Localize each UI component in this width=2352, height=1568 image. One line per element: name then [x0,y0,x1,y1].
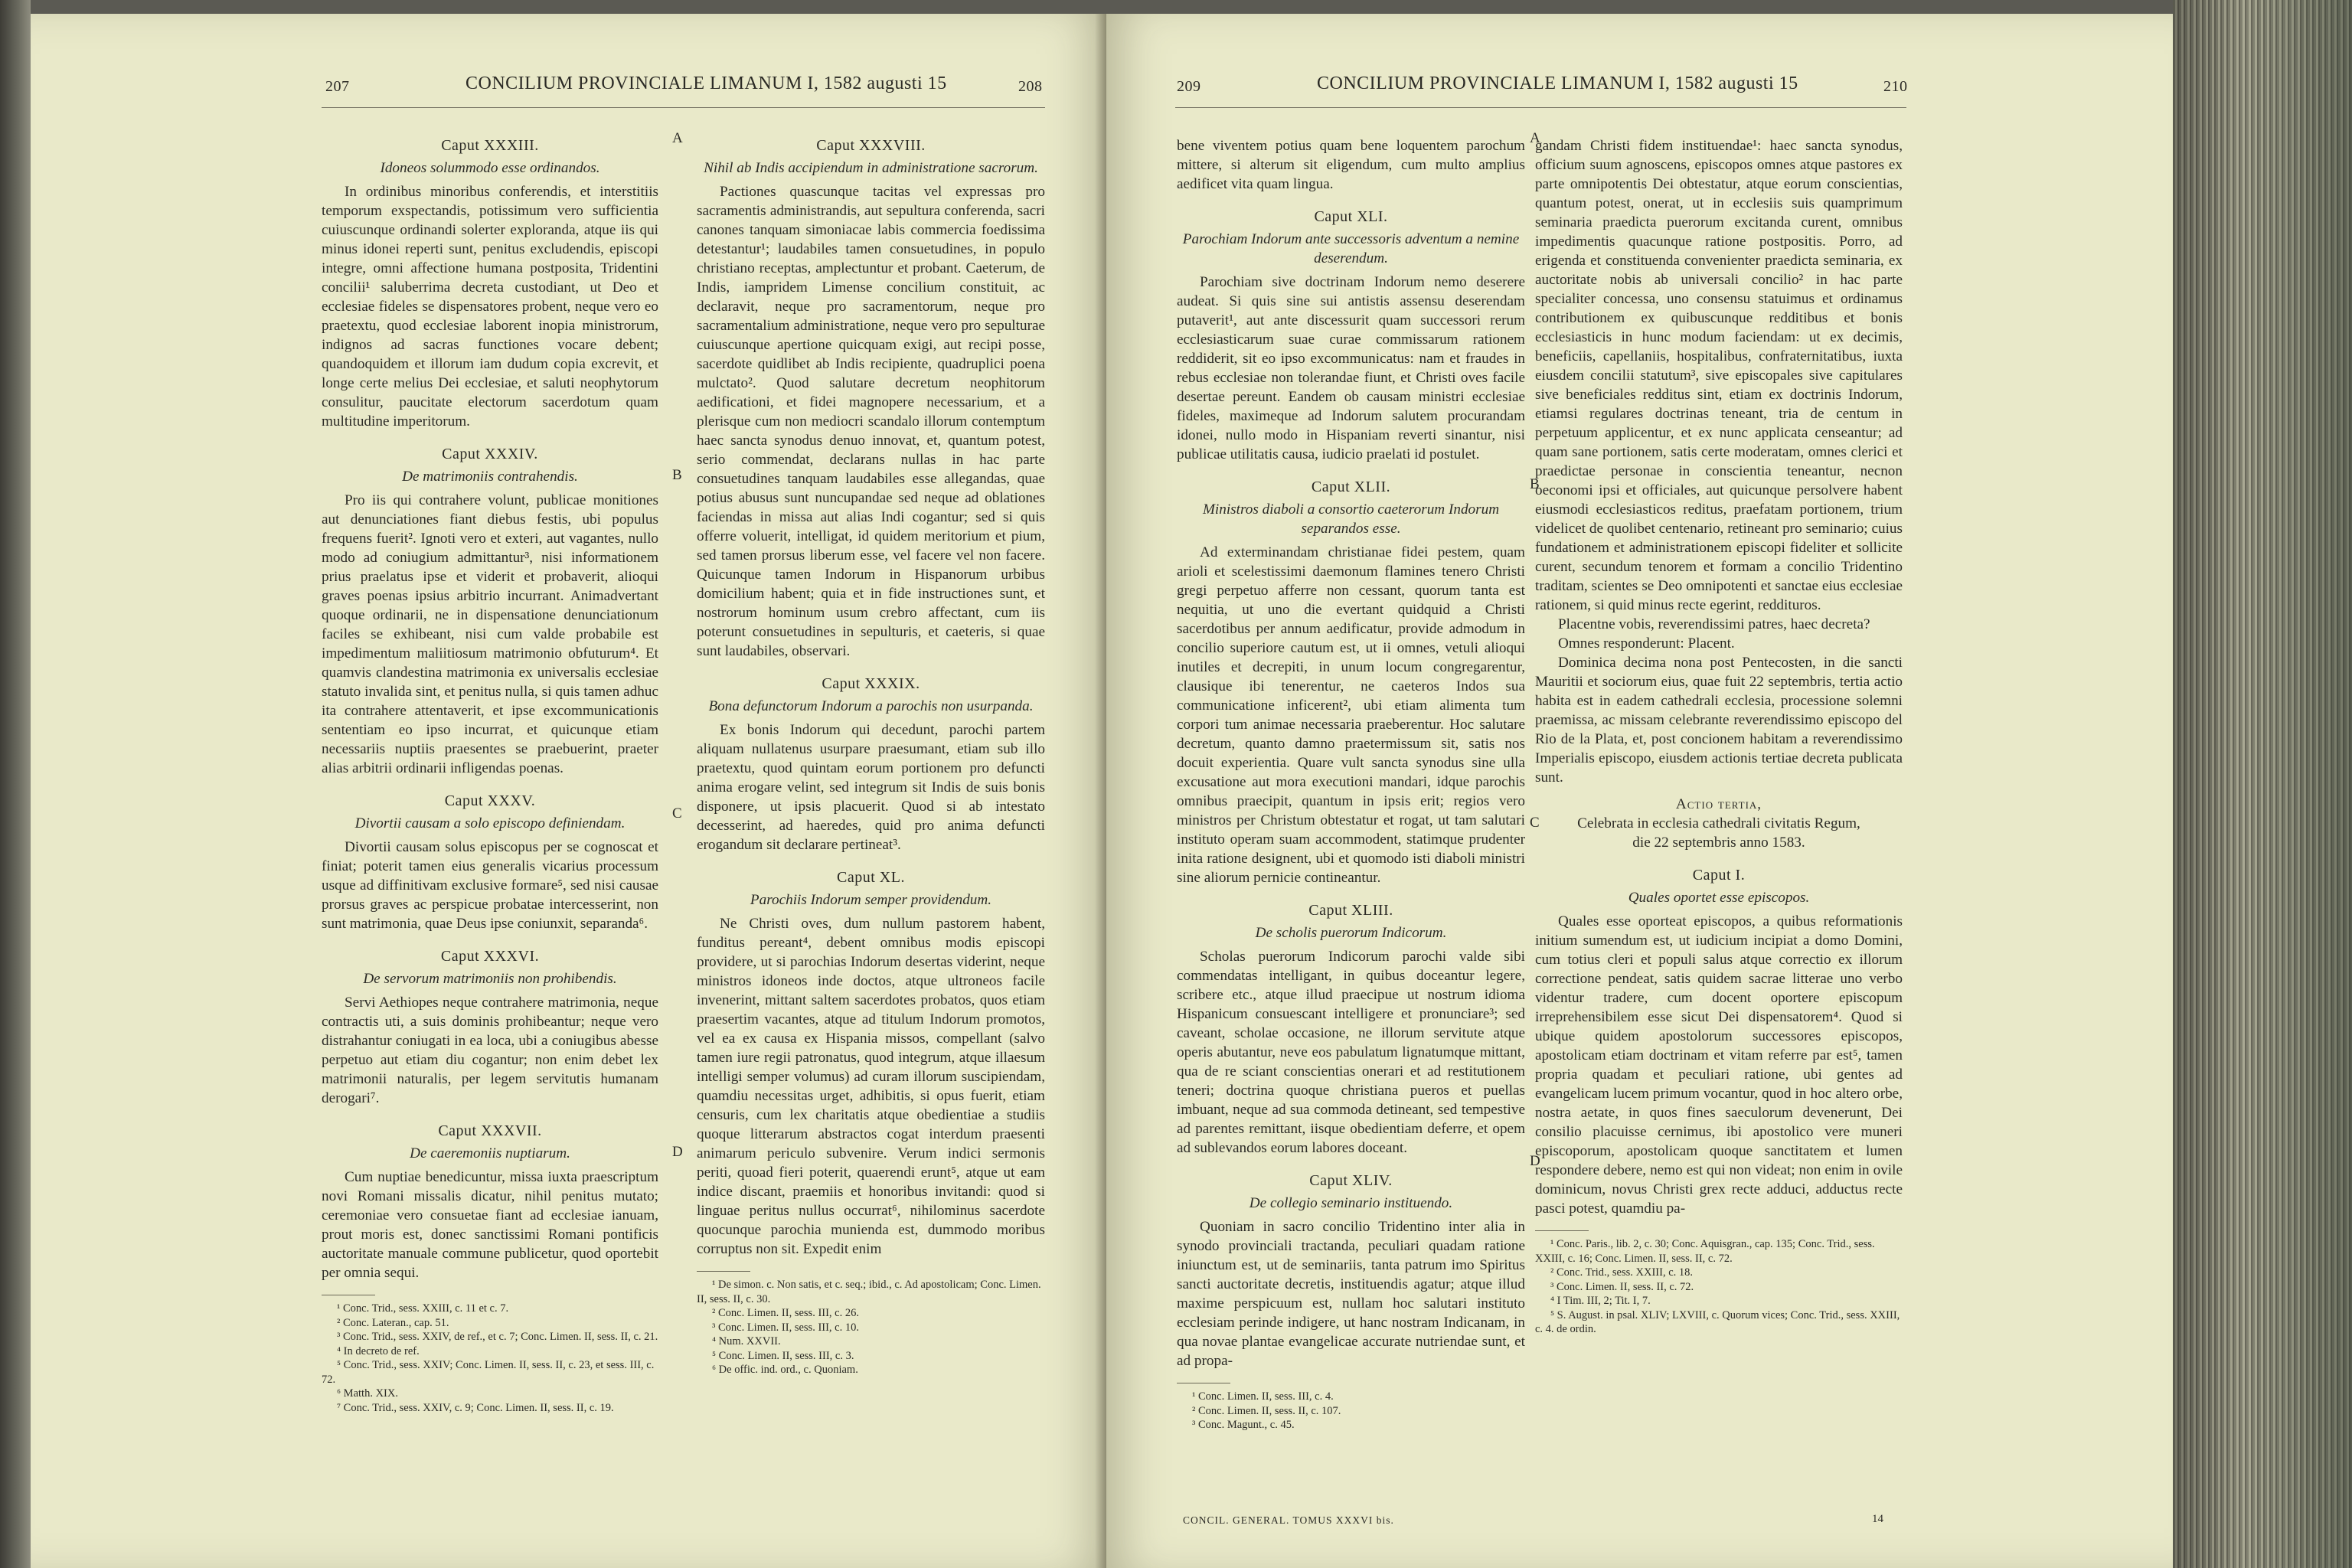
footnote: ³ Conc. Limen. II, sess. II, c. 72. [1550,1280,1694,1293]
margin-mark-c: C [1530,815,1540,831]
margin-mark-b: B [672,467,682,483]
footnote: ⁵ Conc. Trid., sess. XXIV; Conc. Limen. II, sess. II, c. 23, et sess. III, c. 72. [322,1359,655,1386]
chapter-heading: Caput XLI. [1314,208,1388,225]
answer-text: Omnes responderunt: Placent. [1558,635,1735,652]
chapter-subtitle: De matrimoniis contrahendis. [402,469,578,485]
margin-mark-a: A [1530,130,1540,146]
left-page-column-2 [697,136,1045,1514]
chapter-subtitle: Nihil ab Indis accipiendum in administratione sacrorum. [704,160,1038,176]
right-page [1106,14,2173,1568]
narrative-text: Dominica decima nona post Pentecosten, in die sancti Mauritii et sociorum eius, quae fuit 22 septembris, tertia actio habita est in eadem cathedrali ecclesia, processione solemni praemissa, ac missam celebrante reverendissimo episcopo del Rio de la Plata, et, post concionem habitam a reverendissimo Imperialis episcopo, eiusdem actionis tertiae decreta publicata sunt. [1535,655,1903,786]
session-heading: Actio tertia, [1675,796,1762,812]
chapter-text: Servi Aethiopes neque contrahere matrimonia, neque contractis uti, a suis dominis prohibeantur; neque vero distrahantur coniugati in ea loca, ubi a coniugibus abesse perpetuo aut etiam diu cogantur; non enim debet lex matrimonii naturalis, per legem servitutis humanam derogari⁷. [322,995,658,1106]
footnotes [697,1278,1045,1377]
footnote: ³ Conc. Trid., sess. XXIV, de ref., et c. 7; Conc. Limen. II, sess. II, c. 21. [337,1331,658,1343]
chapter-heading: Caput XLIV. [1309,1172,1393,1189]
footnote: ⁶ De offic. ind. ord., c. Quoniam. [712,1364,858,1376]
book-page-edges [2173,0,2352,1568]
chapter-text: Cum nuptiae benedicuntur, missa iuxta praescriptum novi Romani missalis dicatur, nihil penitus mutato; ceremoniae vero consuetae fiant ad ecclesiae ianuam, prout moris est, donec sanctissimi Romani pontificis auctoritate manuale commune publicetur, quod oportebit per omnia sequi. [322,1169,658,1281]
footnote: ⁵ Conc. Limen. II, sess. III, c. 3. [712,1349,854,1362]
right-page-column-2 [1535,136,1903,1507]
footnote: ² Conc. Limen. II, sess. III, c. 26. [712,1307,859,1319]
header-rule [322,107,1045,108]
margin-mark-b: B [1530,476,1540,492]
footnote: ¹ Conc. Paris., lib. 2, c. 30; Conc. Aquisgran., cap. 135; Conc. Trid., sess. XXIII, c. 16; Conc. Limen. II, sess. II, c. 72. [1535,1238,1875,1265]
chapter-heading: Caput XXXV. [444,792,536,809]
header-rule [1175,107,1906,108]
margin-mark-d: D [1530,1153,1540,1169]
footnote: ² Conc. Lateran., cap. 51. [337,1316,449,1329]
chapter-heading: Caput I. [1692,867,1746,884]
footnote: ² Conc. Trid., sess. XXIII, c. 18. [1550,1266,1694,1279]
chapter-text: In ordinibus minoribus conferendis, et interstitiis temporum exspectandis, potissimum vero sufficientia cuiuscunque ordinandi solerter exploranda, atque iis qui minus idonei reperti sunt, penitus excludendis, episcopi integre, omni affectione humana postposita, Tridentini concilii¹ saluberrima decreta custodiant, ut Deo et ecclesiae fideles se dispensatores probent, neque vero eo praetextu, quod ecclesiae laborent inopia ministrorum, indignos ad sacras functiones vocare debent; quandoquidem et illorum iam dudum copia excrevit, et longe certe melius Dei ecclesiae, et saluti neophytorum consulitur, paucitate electorum sacerdotum quam multitudine imperitorum. [322,184,658,430]
footnote: ² Conc. Limen. II, sess. II, c. 107. [1192,1404,1341,1417]
chapter-subtitle: Quales oportet esse episcopos. [1628,890,1810,906]
chapter-heading: Caput XXXIX. [822,675,920,692]
footnote-rule [1535,1230,1589,1231]
footnotes [1177,1390,1525,1432]
chapter-subtitle: Bona defunctorum Indorum a parochis non usurpanda. [708,698,1034,714]
chapter-text: Parochiam sive doctrinam Indorum nemo deserere audeat. Si quis sine sui antistis assensu deserendam putaverit¹, aut ante discessurit quam successori rerum ecclesiasticarum suae curae commissarum rationem reddiderit, sit eo ipso excommunicatus: nam et fraudes in rebus ecclesiae non tolerandae fiunt, et Christi oves facile desertae pereunt. Eandem ob causam ministri ecclesiae fideles, maximeque ad Indorum salutem procurandam idonei, nullo modo in Hispaniam reverti sinantur, nisi publicae utilitatis causa, iudicio praelati id postulet. [1177,274,1525,462]
chapter-heading: Caput XLIII. [1308,902,1393,919]
chapter-text: Ad exterminandam christianae fidei pestem, quam arioli et scelestissimi daemonum flamines tenero Christi gregi perpetuo afferre non cessant, quorum tanta est nequitia, ut uno die evertant quidquid a Christi sacerdotibus per annum aedificatur, provide admodum in concilio superiore cautum est, ut ii omnes, vetuli alioqui inutiles et decrepiti, in unum locum congregarentur, clausique ibi tenerentur, ne caeteros Indos sua communicatione inficerent², ubi etiam alimenta tum corpori tum animae necessaria praeberentur. Hoc salutare decretum, quanto damno praetermissum sit, satis nos docuit experientia. Quare vult sancta synodus sine ulla excusatione aut mora executioni mandari, idque parochis omnibus praecipit, quantum in ipsis erit; regios vero ministros per Christum obtestatur et rogat, ut tam salutari instituto operam suam accommodent, statimque prudenter inita ratione designent, ubi et quomodo isti diaboli ministri sine aliorum pernicie contineantur. [1177,544,1525,886]
footnote: ⁴ Num. XXVII. [712,1335,781,1348]
footnote: ⁴ I Tim. III, 2; Tit. I, 7. [1550,1295,1651,1307]
page-number-210: 210 [1883,78,1908,95]
chapter-heading: Caput XLII. [1311,479,1391,495]
footnote-rule [697,1271,750,1272]
chapter-subtitle: Parochiam Indorum ante successoris adventum a nemine deserendum. [1182,231,1520,266]
footnote: ¹ Conc. Trid., sess. XXIII, c. 11 et c. 7. [337,1302,509,1315]
book-left-edge [0,0,31,1568]
footnote: ³ Conc. Limen. II, sess. III, c. 10. [712,1321,859,1334]
chapter-heading: Caput XXXVI. [440,948,540,965]
footnote: ⁵ S. August. in psal. XLIV; LXVIII, c. Quorum vices; Conc. Trid., sess. XXIII, c. 4. de ordin. [1535,1308,1900,1335]
continuation-text: bene viventem potius quam bene loquentem parochum mittere, si alterum sit eligendum, cum multo amplius aedificet vita quam lingua. [1177,138,1525,192]
chapter-subtitle: De scholis puerorum Indicorum. [1255,925,1447,941]
chapter-heading: Caput XXXVII. [438,1122,542,1139]
footnote: ⁴ In decreto de ref. [337,1344,420,1357]
page-number-207: 207 [325,78,350,95]
footnote: ³ Conc. Magunt., c. 45. [1192,1419,1295,1431]
chapter-heading: Caput XXXIV. [442,446,538,462]
footnotes [1535,1237,1903,1337]
footnote: ⁷ Conc. Trid., sess. XXIV, c. 9; Conc. Limen. II, sess. II, c. 19. [337,1401,614,1414]
right-page-header [1106,74,2173,104]
signature-number: 14 [1872,1513,1883,1525]
right-page-column-1 [1177,136,1525,1507]
running-title: CONCILIUM PROVINCIALE LIMANUM I, 1582 augusti 15 [466,74,947,93]
left-page-header [31,74,1106,104]
chapter-text: Divortii causam solus episcopus per se cognoscat et finiat; poterit tamen eius generalis vicarius processum usque ad diffinitivam exclusive formare⁵, sed nisi causae prorsus graves ac perspicue probatae intercesserint, non sunt matrimonia, quae Deus ipse coniunxit, separanda⁶. [322,839,658,932]
footnote: ⁶ Matth. XIX. [337,1387,398,1400]
chapter-subtitle: Divortii causam a solo episcopo definiendam. [354,815,626,831]
chapter-subtitle: De servorum matrimoniis non prohibendis. [363,971,617,987]
signature-line: CONCIL. GENERAL. TOMUS XXXVI bis. [1183,1514,1394,1526]
chapter-text: Ex bonis Indorum qui decedunt, parochi partem aliquam nullatenus usurpare praesumant, etiam sub illo praetextu, quod quintam eorum portionem pro defuncti anima erogare velint, sed integrum sit Indis de suis bonis disponere, ut ipsis placuerit. Quod si ab intestato decesserint, ad haeredes, quid pro anima defuncti erogandum sit declarare pertineat³. [697,722,1045,853]
margin-mark-a: A [672,130,683,146]
footnote: ¹ Conc. Limen. II, sess. III, c. 4. [1192,1390,1334,1403]
margin-mark-d: D [672,1144,683,1160]
session-subtitle-1: Celebrata in ecclesia cathedrali civitatis Regum, [1577,815,1860,831]
chapter-subtitle: De collegio seminario instituendo. [1249,1195,1453,1211]
running-title: CONCILIUM PROVINCIALE LIMANUM I, 1582 augusti 15 [1317,74,1798,93]
session-subtitle-2: die 22 septembris anno 1583. [1632,835,1805,851]
left-page-column-1 [322,136,658,1514]
chapter-subtitle: Idoneos solummodo esse ordinandos. [380,160,600,176]
page-number-209: 209 [1177,78,1201,95]
chapter-heading: Caput XXXIII. [441,137,539,154]
chapter-subtitle: Ministros diaboli a consortio caeterorum Indorum separandos esse. [1202,501,1500,537]
chapter-text: Quales esse oporteat episcopos, a quibus reformationis initium sumendum est, ut iudicium incipiat a domo Domini, cum totius cleri et populi salus atque correctio ex illorum correctione pendeat, satis quidem sacrae litterae uno verbo videntur tradere, cum docent oportere episcopum irreprehensibilem esse sicut Dei dispensatorem⁴. Quod si ubique quidem apostolorum successores episcopos, apostolicam etiam doctrinam et vitam referre par est⁵, tamen propria quadam et peculiari ratione, ubi gentes ad evangelicam lucem primum vocantur, quod in hoc altero orbe, nostra aetate, in quos fines saeculorum devenerunt, Dei consilio placuisse cernimus, ibi apostolico vere muneri episcoporum, apostolicam quoque sanctitatem et lumen respondere debere, nemo est qui non videat; non enim in ovile dominicum, novus Christi grex recte adduci, adductus recte pasci potest, quamdiu pa- [1535,913,1903,1217]
margin-mark-c: C [672,805,682,822]
footnote: ¹ De simon. c. Non satis, et c. seq.; ibid., c. Ad apostolicam; Conc. Limen. II, sess. II, c. 30. [697,1279,1041,1305]
chapter-text: Quoniam in sacro concilio Tridentino inter alia in synodo provinciali tractanda, peculiari quadam ratione iniunctum est, ut de seminariis, tanta patrum imo Spiritus sancti auctoritate decretis, instituendis agatur; atque illud maxime perspicuum est, nullam hoc salutari instituto ecclesiam perinde indigere, ut hanc nostram Indicanam, in qua novae plantae evangelicae accurate nutriendae sunt, et ad propa- [1177,1219,1525,1369]
chapter-text: Pro iis qui contrahere volunt, publicae monitiones aut denunciationes fiant diebus festis, ubi populus frequens fuerit². Ignoti vero et exteri, aut vagantes, nullo modo ad coniugium admittantur³, nisi informationem prius praelatus ipse et viderit et probaverit, alioqui graves poenas ipsius arbitrio incurrant. Animadvertant quoque ordinarii, ne in dispensatione denunciationum faciles se exhibeant, nisi cum valde probabile est impedimentum maliitiosum matrimonio obfuturum⁴. Et quamvis clandestina matrimonia ex universalis ecclesiae statuto invalida sint, et penitus nulla, si quis tamen adhuc ita contrahere attentaverit, et ipse excommunicationis sententiam eo ipso incurrat, et quicunque etiam necessariis nuptiis praesentes se praebuerint, praeter alias arbitrii ordinarii infligendas poenas. [322,492,658,776]
continuation-text: gandam Christi fidem instituendae¹: haec sancta synodus, officium suum agnoscens, episcopos omnes atque pastores ex parte omnipotentis Dei obtestatur, atque eorum conscientias, quantum potest, onerat, ut in ecclesiis suis quamprimum seminaria praedicta puerorum excitanda curent, omnibus impedimentis quacunque ratione postpositis. Porro, ad erigenda et constituenda convenienter praedicta seminaria, ex auctoritate nobis ab universali concilio² in hac parte specialiter concessa, uno consensu statuimus et ordinamus contributionem ex quibuscunque redditibus et bonis ecclesiasticis in hunc modum faciendam: ut ex decimis, beneficiis, capellaniis, hospitalibus, confraternitatibus, iuxta eiusdem concilii statutum³, sive episcopales sive capitulares sive beneficiales redditus sint, etiam ex doctrinis Indorum, etiamsi regulares doctrinas teneant, tria de centum in perpetuum applicentur, et ex nunc applicata censeantur; ad quam sane portionem, satis certe moderatam, omnes clerici et praedictae personae in conscientia teneantur, necnon oeconomi ipsi et officiales, aut quicunque persolvere habent eiusmodi ecclesiasticos reditus, praefatam portionem, trium videlicet de quolibet centenario, retineant pro seminario; cuius fundationem et administrationem episcopi fideliter et sollicite curent, secundum tenorem et formam a concilio Tridentino traditam, scientes se Deo omnipotenti et sanctae eius ecclesiae rationem, si quid minus recte egerint, reddituros. [1535,138,1903,613]
chapter-subtitle: Parochiis Indorum semper providendum. [750,892,992,908]
question-text: Placentne vobis, reverendissimi patres, haec decreta? [1558,616,1870,632]
page-number-208: 208 [1018,78,1043,95]
chapter-text: Ne Christi oves, dum nullum pastorem habent, funditus pereant⁴, debent omnibus modis episcopi providere, ut si parochias Indorum desertas viderint, neque ministros idoneos inde doctos, atque ultroneos facile invenerint, mittant saltem sacerdotes probatos, quos etiam praesertim vacantes, atque ad titulum Indorum promotos, vel ea ex causa ex Hispania missos, compellant (salvo tamen iure regii patronatus, quod integrum, atque illaesum intelligi semper volumus) ad curam illorum suscipiendam, quamdiu necessitas urget, adhibitis, si opus fuerit, etiam censuris, cum lex charitatis atque obedientiae a studiis quoque litterarum abstractos cogat interdum praesenti animarum periculo subvenire. Verum indici sermonis periti, quoad fieri poterit, quaerendi erunt⁵, atque ut eam indice discant, praemiis et honoribus invitandi: quod si linguae peritus nullus occurrat⁶, nihilominus sacerdote quocunque parochia munienda est, dummodo moribus corruptus non sit. Expedit enim [697,916,1045,1257]
chapter-subtitle: De caeremoniis nuptiarum. [410,1145,570,1161]
chapter-text: Scholas puerorum Indicorum parochi valde sibi commendatas intelligant, in quibus doceantur legere, scribere etc., atque illud praecipue ut nostrum idioma Hispanicum consuescant intelligere et pronunciare³; sed caveant, scholae occasione, ne illorum servitute atque operis abutantur, neve eos pabulatum lignatumque mittant, qua de re sciant conscientias onerari et ad restitutionem teneri; doctrina quoque christiana pueros et puellas imbuant, neque ad sua commoda detineant, sed tempestive ad parentes remittant, iisque obedientiam deferre, et opem ad sublevandos eorum labores doceant. [1177,949,1525,1156]
footnotes [322,1302,658,1415]
left-page [31,14,1106,1568]
chapter-text: Pactiones quascunque tacitas vel expressas pro sacramentis administrandis, aut sepultura conferenda, sacri canones tanquam simoniacae labis commercia foedissima detestantur¹; laudabiles tamen consuetudines, in populo christiano receptas, amplectuntur et probant. Caeterum, de Indis, iampridem Limense concilium constituit, ac declaravit, neque pro sacramentorum, neque pro sacramentalium administratione, neque vero pro sepulturae cuiuscunque apertione quicquam exigi, aut recipi posse, sacerdote quidlibet ab Indis recipiente, quadruplici poena mulctato². Quod salutare decretum neophitorum aedificationi, et fidei magnopere necessarium, et a plerisque cum non mediocri scandalo illorum contemptum haec sancta synodus denuo innovat, et, quantum potest, serio commendat, declarans nullas in hac parte consuetudines tanquam laudabiles esse allegandas, quae potius abusus sunt nuncupandae sed neque ad oblationes faciendas in missa aut alias Indi cogantur; sed si quis offerre voluerit, intelligat, id quidem meritorium et pium, sed tamen prorsus liberum esse, vel facere vel non facere. Quicunque tamen Indorum in Hispanorum urbibus domicilium habent; quia et in fide instructiones sunt, et nostrorum hominum usum crebro affectant, cum iis poterunt consuetudines in sepulturis, et caeteris, si quae sunt laudabiles, observari. [697,184,1045,659]
chapter-heading: Caput XXXVIII. [816,137,926,154]
chapter-heading: Caput XL. [837,869,905,886]
